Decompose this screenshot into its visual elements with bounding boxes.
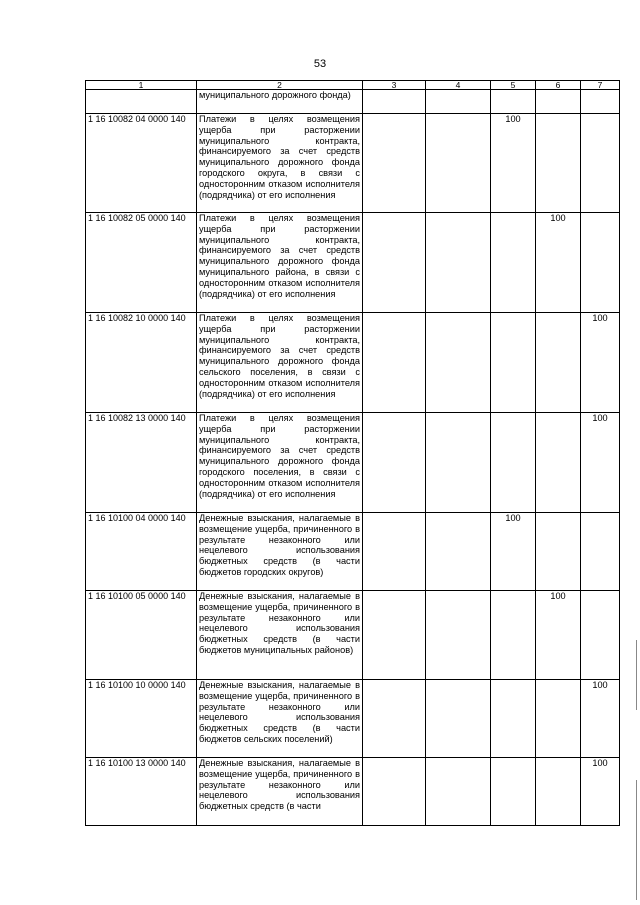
row-code: 1 16 10082 10 0000 140 — [86, 313, 197, 413]
table-row — [86, 413, 620, 513]
row-col-7 — [581, 591, 620, 680]
row-col-3 — [363, 413, 426, 513]
row-name: Платежи в целях возмещения ущерба при расторжении муниципального контракта, финансируемого за счет средств муниципального дорожного фонда сельского поселения, в связи с односторонним отказом исполнителя (подрядчика) от его исполнения — [197, 313, 363, 413]
header-col-3: 3 — [363, 81, 426, 90]
table-row — [86, 591, 620, 680]
row-col-3 — [363, 90, 426, 114]
row-col-4 — [426, 680, 491, 758]
row-name: муниципального дорожного фонда) — [197, 90, 363, 114]
row-col-4 — [426, 591, 491, 680]
row-col-7: 100 — [581, 680, 620, 758]
row-code: 1 16 10082 05 0000 140 — [86, 213, 197, 313]
row-col-5 — [491, 680, 536, 758]
row-name: Денежные взыскания, налагаемые в возмещение ущерба, причиненного в результате незаконного или нецелевого использования бюджетных средств (в части бюджетов городских округов) — [197, 513, 363, 591]
row-col-5 — [491, 213, 536, 313]
header-col-2: 2 — [197, 81, 363, 90]
header-col-6: 6 — [536, 81, 581, 90]
scan-edge-mark — [636, 640, 637, 710]
row-col-3 — [363, 591, 426, 680]
row-name: Денежные взыскания, налагаемые в возмещение ущерба, причиненного в результате незаконного или нецелевого использования бюджетных средств (в части бюджетов муниципальных районов) — [197, 591, 363, 680]
header-col-4: 4 — [426, 81, 491, 90]
row-col-4 — [426, 213, 491, 313]
row-col-4 — [426, 114, 491, 213]
row-name: Платежи в целях возмещения ущерба при расторжении муниципального контракта, финансируемого за счет средств муниципального дорожного фонда муниципального района, в связи с односторонним отказом исполнителя (подрядчика) от его исполнения — [197, 213, 363, 313]
row-col-6 — [536, 513, 581, 591]
row-col-5 — [491, 758, 536, 826]
row-name: Платежи в целях возмещения ущерба при расторжении муниципального контракта, финансируемого за счет средств муниципального дорожного фонда городского поселения, в связи с односторонним отказом исполнителя (подрядчика) от его исполнения — [197, 413, 363, 513]
row-col-3 — [363, 513, 426, 591]
row-col-7 — [581, 513, 620, 591]
row-col-7 — [581, 90, 620, 114]
row-col-6 — [536, 413, 581, 513]
row-code: 1 16 10100 13 0000 140 — [86, 758, 197, 826]
row-col-4 — [426, 413, 491, 513]
row-col-5 — [491, 90, 536, 114]
row-col-6 — [536, 680, 581, 758]
scan-edge-mark — [636, 780, 637, 900]
row-col-4 — [426, 313, 491, 413]
page-number: 53 — [313, 58, 327, 70]
row-col-3 — [363, 313, 426, 413]
row-name: Денежные взыскания, налагаемые в возмещение ущерба, причиненного в результате незаконного или нецелевого использования бюджетных средств (в части бюджетов сельских поселений) — [197, 680, 363, 758]
row-col-6 — [536, 758, 581, 826]
table-row — [86, 90, 620, 114]
row-col-7: 100 — [581, 413, 620, 513]
row-col-5: 100 — [491, 513, 536, 591]
row-col-7 — [581, 213, 620, 313]
header-col-7: 7 — [581, 81, 620, 90]
row-name: Денежные взыскания, налагаемые в возмещение ущерба, причиненного в результате незаконного или нецелевого использования бюджетных средств (в части — [197, 758, 363, 826]
table-row — [86, 758, 620, 826]
table-row — [86, 114, 620, 213]
row-col-4 — [426, 90, 491, 114]
row-col-3 — [363, 758, 426, 826]
row-col-3 — [363, 213, 426, 313]
table-row — [86, 313, 620, 413]
row-code: 1 16 10100 05 0000 140 — [86, 591, 197, 680]
row-col-6 — [536, 114, 581, 213]
header-col-1: 1 — [86, 81, 197, 90]
row-col-3 — [363, 680, 426, 758]
row-col-3 — [363, 114, 426, 213]
table-row — [86, 213, 620, 313]
row-col-7: 100 — [581, 758, 620, 826]
header-col-5: 5 — [491, 81, 536, 90]
row-col-7: 100 — [581, 313, 620, 413]
income-codes-table — [85, 80, 620, 826]
row-col-5 — [491, 313, 536, 413]
table-header-row — [86, 81, 620, 90]
row-col-7 — [581, 114, 620, 213]
row-col-4 — [426, 513, 491, 591]
row-code: 1 16 10082 04 0000 140 — [86, 114, 197, 213]
table-row — [86, 680, 620, 758]
row-col-6 — [536, 313, 581, 413]
row-col-6: 100 — [536, 213, 581, 313]
row-code: 1 16 10082 13 0000 140 — [86, 413, 197, 513]
row-col-5 — [491, 413, 536, 513]
row-col-6 — [536, 90, 581, 114]
row-col-4 — [426, 758, 491, 826]
row-code: 1 16 10100 04 0000 140 — [86, 513, 197, 591]
row-col-6: 100 — [536, 591, 581, 680]
row-col-5 — [491, 591, 536, 680]
row-code: 1 16 10100 10 0000 140 — [86, 680, 197, 758]
row-code — [86, 90, 197, 114]
row-name: Платежи в целях возмещения ущерба при расторжении муниципального контракта, финансируемого за счет средств муниципального дорожного фонда городского округа, в связи с односторонним отказом исполнителя (подрядчика) от его исполнения — [197, 114, 363, 213]
row-col-5: 100 — [491, 114, 536, 213]
table-row — [86, 513, 620, 591]
